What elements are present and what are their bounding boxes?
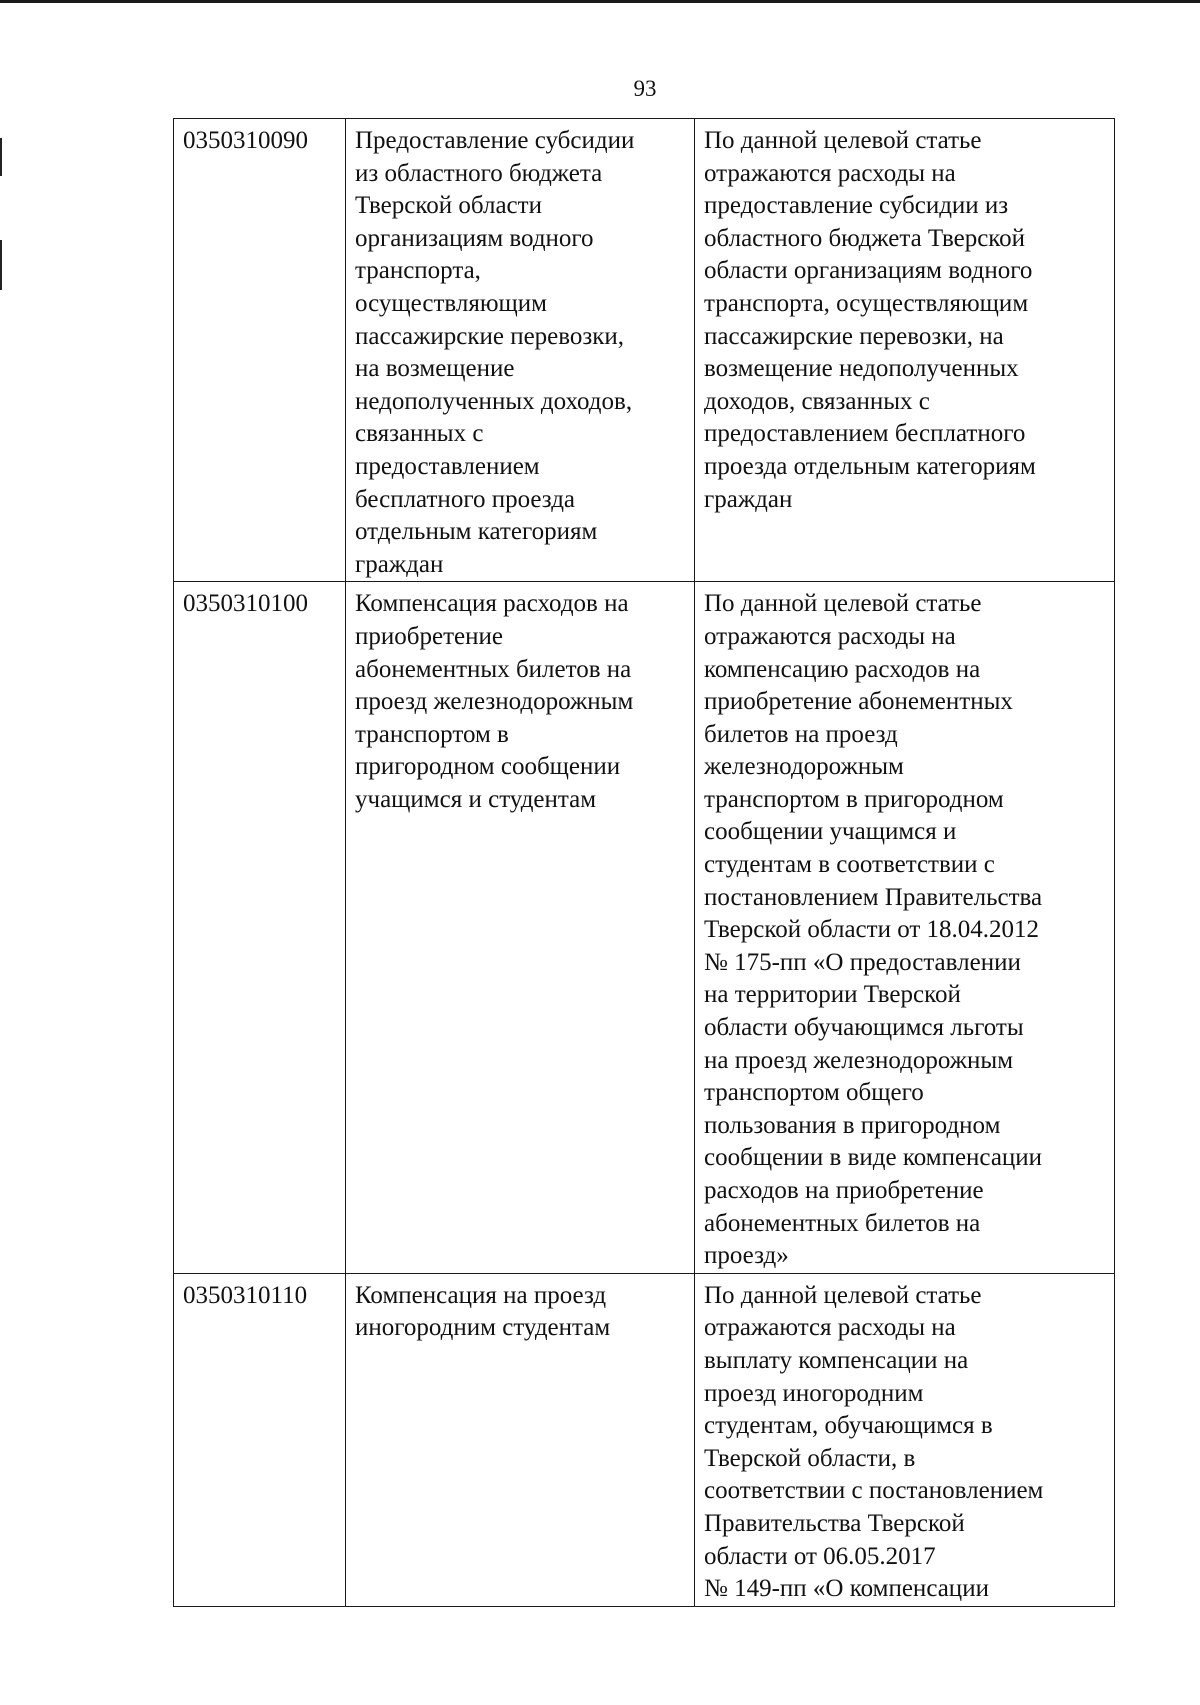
target-article-name: Предоставление субсидии из областного бюджета Тверской области организациям водного транспорта, осуществляющим пассажирские перевозки, на возмещение недополученных доходов, связанных с предоставлением бесплатного проезда отдельным категориям граждан	[346, 119, 695, 582]
table-row	[174, 1273, 1115, 1606]
target-article-code: 0350310110	[174, 1273, 346, 1606]
target-article-code: 0350310090	[174, 119, 346, 582]
table-row	[174, 119, 1115, 582]
target-article-name: Компенсация расходов на приобретение абонементных билетов на проезд железнодорожным транспортом в пригородном сообщении учащимся и студентам	[346, 582, 695, 1273]
scan-edge-mark	[0, 138, 2, 176]
scan-top-border	[0, 0, 1200, 3]
target-article-description: По данной целевой статье отражаются расходы на компенсацию расходов на приобретение абонементных билетов на проезд железнодорожным транспортом в пригородном сообщении учащимся и студентам в соответствии с постановлением Правительства Тверской области от 18.04.2012 № 175-пп «О предоставлении на территории Тверской области обучающимся льготы на проезд железнодорожным транспортом общего пользования в пригородном сообщении в виде компенсации расходов на приобретение абонементных билетов на проезд»	[695, 582, 1115, 1273]
target-article-description: По данной целевой статье отражаются расходы на предоставление субсидии из областного бюджета Тверской области организациям водного транспорта, осуществляющим пассажирские перевозки, на возмещение недополученных доходов, связанных с предоставлением бесплатного проезда отдельным категориям граждан	[695, 119, 1115, 582]
target-article-description: По данной целевой статье отражаются расходы на выплату компенсации на проезд иногородним студентам, обучающимся в Тверской области, в соответствии с постановлением Правительства Тверской области от 06.05.2017 № 149-пп «О компенсации	[695, 1273, 1115, 1606]
target-article-name: Компенсация на проезд иногородним студентам	[346, 1273, 695, 1606]
scan-edge-mark	[0, 240, 2, 290]
target-article-code: 0350310100	[174, 582, 346, 1273]
table-row	[174, 582, 1115, 1273]
page-number: 93	[633, 76, 657, 101]
budget-classification-table	[173, 118, 1115, 1607]
